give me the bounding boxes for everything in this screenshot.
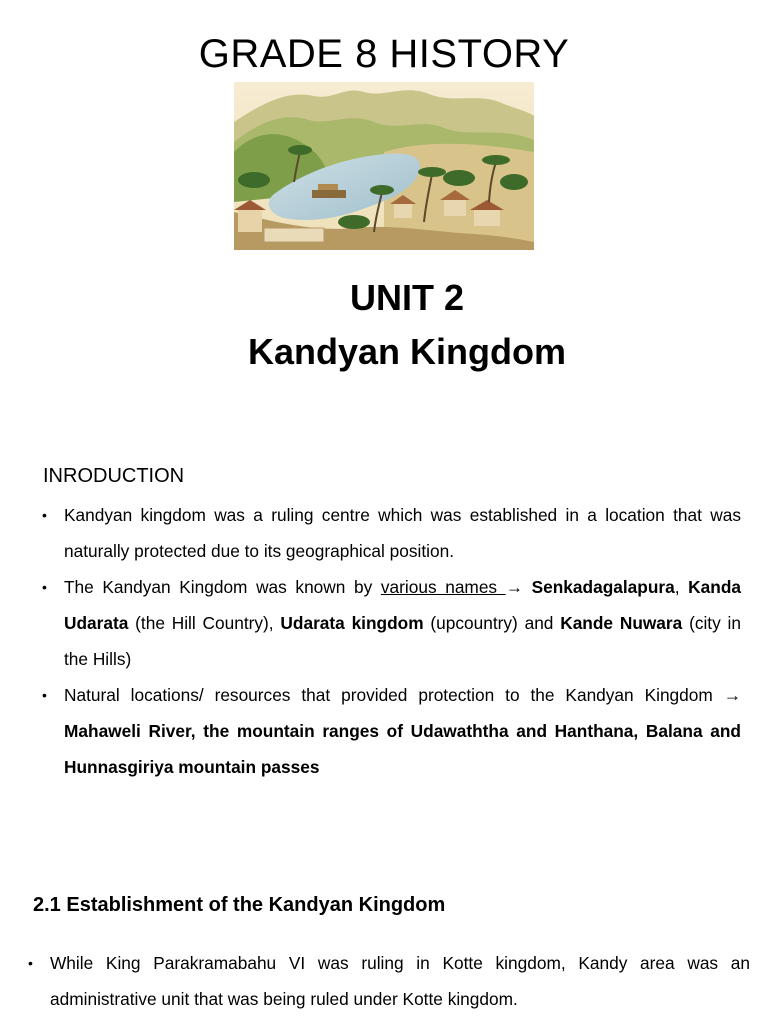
- kandy-lake-illustration: [234, 82, 534, 250]
- bullet-text: Kandyan kingdom was a ruling centre which was established in a location that was naturally protected due to its geographical position.: [64, 505, 741, 562]
- unit-number: UNIT 2: [349, 277, 464, 318]
- bullet-dot: •: [28, 955, 33, 971]
- bullet-text: While King Parakramabahu VI was ruling in Kotte kingdom, Kandy area was an administrative unit that was being ruled under Kotte kingdom.: [50, 953, 750, 1010]
- arrow-icon: →: [723, 685, 741, 705]
- name-kande-nuwara: Kande Nuwara: [560, 613, 683, 634]
- mountain-passes: Balana and Hunnasgiriya mountain passes: [64, 721, 741, 778]
- bullet-text-part: Natural locations/ resources that provided protection to the Kandyan Kingdom: [64, 685, 724, 705]
- mountain-ranges: the mountain ranges of Udawaththa and Hanthana: [203, 721, 634, 742]
- various-names-underlined: various names: [380, 577, 506, 597]
- name-senkadagalapura: Senkadagalapura: [531, 577, 675, 597]
- name-description: (upcountry) and: [423, 613, 561, 634]
- name-udarata-kingdom: Udarata kingdom: [280, 613, 424, 634]
- separator: ,: [674, 577, 689, 597]
- section-heading: 2.1 Establishment of the Kandyan Kingdom: [33, 894, 446, 916]
- arrow-icon: →: [505, 577, 523, 597]
- intro-bullet-3: [42, 677, 741, 786]
- bullet-dot: •: [42, 687, 47, 703]
- section-bullet-1: [28, 945, 750, 1017]
- bullet-dot: •: [42, 579, 47, 595]
- bullet-text-part: The Kandyan Kingdom was known by: [64, 577, 381, 597]
- mahaweli-river: Mahaweli River: [64, 721, 191, 742]
- page-title: GRADE 8 HISTORY: [198, 32, 570, 76]
- unit-title: Kandyan Kingdom: [247, 331, 566, 372]
- name-description: (the Hill Country),: [128, 613, 281, 634]
- intro-bullet-1: [42, 497, 741, 569]
- separator: ,: [190, 721, 204, 742]
- separator: ,: [633, 721, 646, 742]
- name-kanda-udarata: Kanda Udarata: [64, 577, 741, 634]
- bullet-dot: •: [42, 507, 47, 523]
- introduction-heading: INRODUCTION: [43, 465, 185, 487]
- name-description: (city in the Hills): [64, 613, 741, 670]
- intro-bullet-2: [42, 569, 741, 678]
